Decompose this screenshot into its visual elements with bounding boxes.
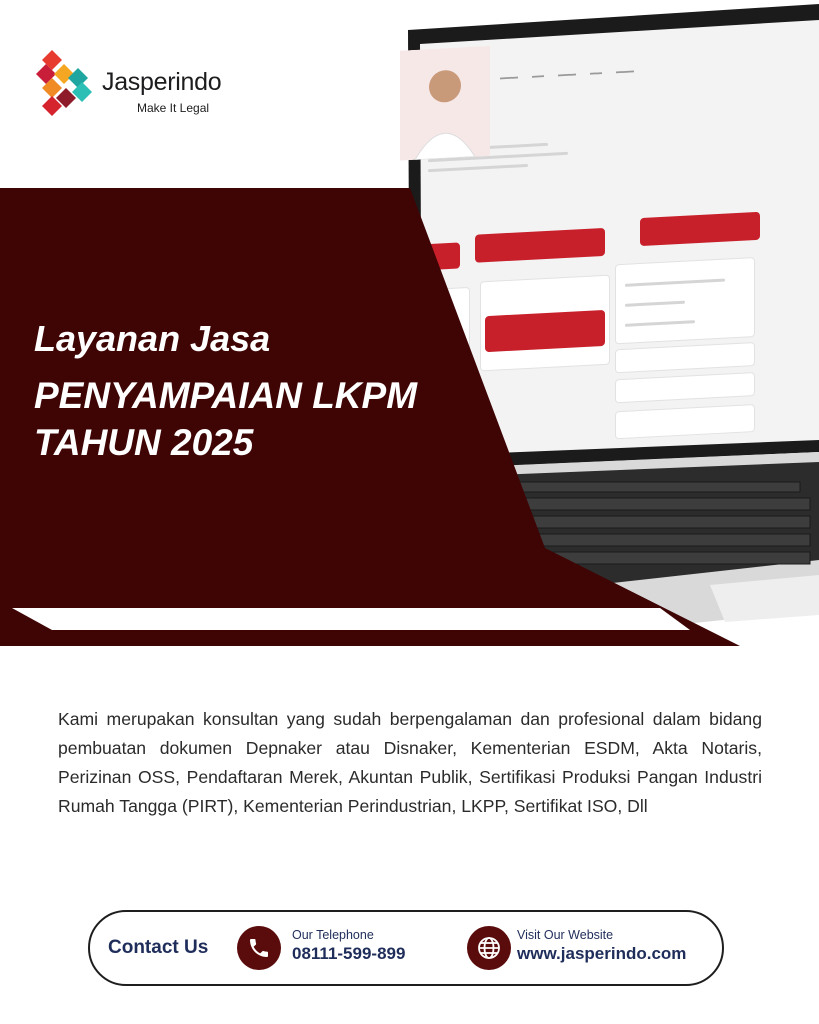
brand-logo [36,48,256,128]
official-portrait-icon [400,46,490,161]
website-link[interactable]: www.jasperindo.com [517,944,687,963]
headline-line2: PENYAMPAIAN LKPM TAHUN 2025 [34,375,418,463]
brand-name: Jasperindo [102,68,222,96]
telephone-label: Our Telephone [292,928,374,942]
website-label: Visit Our Website [517,928,614,942]
website-nav: ▬▬▬ ▬▬ ▬▬▬ ▬▬ ▬▬▬ [500,68,634,82]
headline-line1: Layanan Jasa [34,318,271,359]
contact-bar [88,910,724,986]
telephone-number[interactable]: 08111-599-899 [292,944,406,963]
phone-icon[interactable] [237,926,281,970]
brand-tagline: Make It Legal [137,101,210,115]
globe-icon[interactable] [467,926,511,970]
company-description: Kami merupakan konsultan yang sudah berpengalaman dan profesional dalam bidang pembuatan dokumen Depnaker atau Disnaker, Kementerian ESDM, Akta Notaris, Perizinan OSS, Pendaftaran Merek, Akuntan Publik, Sertifikasi Produksi Pangan Industri Rumah Tangga (PIRT), Kementerian Perindustrian, LKPP, Sertifikat ISO, Dll [58,709,762,816]
contact-title: Contact Us [108,937,209,958]
jasperindo-logo-icon [36,48,98,120]
